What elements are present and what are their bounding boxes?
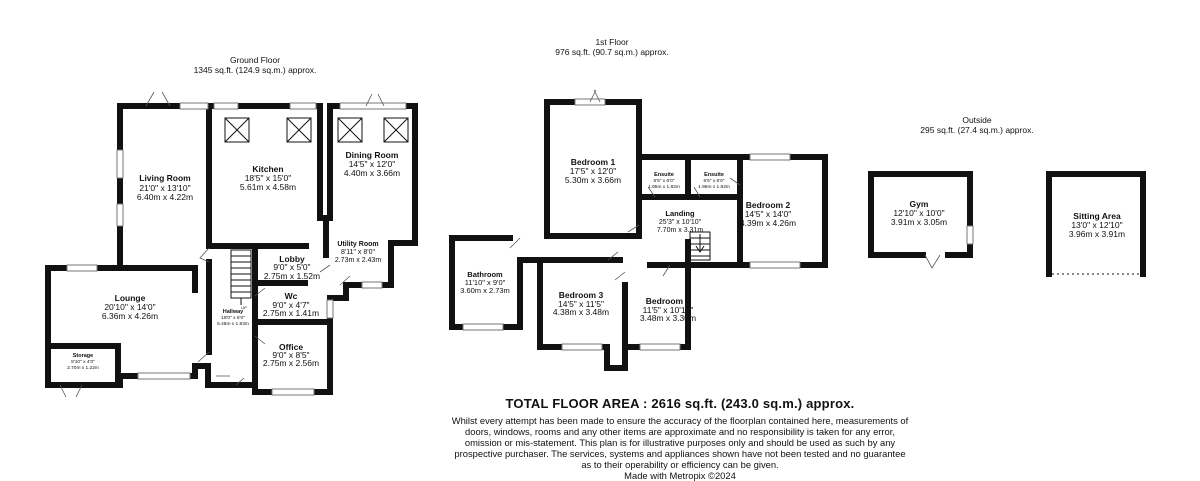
living-room-side-window-1 <box>117 150 123 178</box>
bedroom1-metric: 5.30m x 3.66m <box>564 175 622 185</box>
bathroom-window <box>463 324 503 330</box>
landing-imperial: 25'3" x 10'10" <box>658 219 702 226</box>
bedroom3-bay-window <box>562 344 602 350</box>
gym-metric: 3.91m x 3.05m <box>890 217 948 227</box>
ground-floor-plan <box>48 92 415 397</box>
gym-imperial: 12'10" x 10'0" <box>893 208 945 218</box>
outside-plan <box>871 174 1143 274</box>
bedroom3-metric: 4.38m x 3.48m <box>552 307 610 317</box>
landing-metric: 7.70m x 3.31m <box>656 227 704 234</box>
bedroom2-window-2 <box>750 262 800 268</box>
kitchen-name: Kitchen <box>252 164 284 174</box>
lounge-bay-window <box>138 373 190 379</box>
gym-window <box>967 226 973 244</box>
gym-name: Gym <box>909 199 929 209</box>
credit-text: Made with Metropix ©2024 <box>624 470 736 481</box>
bedroom3-imperial: 14'5" x 11'5" <box>558 299 604 309</box>
office-imperial: 9'0" x 8'5" <box>272 350 310 360</box>
bathroom-name: Bathroom <box>467 270 503 279</box>
living-lounge-wall <box>120 268 195 290</box>
bedroom1-name: Bedroom 1 <box>570 157 616 167</box>
living-room-name: Living Room <box>139 173 191 183</box>
utility-window <box>362 282 382 288</box>
outside-area: 295 sq.ft. (27.4 sq.m.) approx. <box>920 125 1034 135</box>
lobby-name: Lobby <box>279 254 305 264</box>
gym-door <box>925 255 940 268</box>
landing-name: Landing <box>665 209 695 218</box>
living-room-imperial: 21'0" x 13'10" <box>139 183 191 193</box>
total-floor-area: TOTAL FLOOR AREA : 2616 sq.ft. (243.0 sq.m.) approx. <box>505 396 855 411</box>
sitting-area-name: Sitting Area <box>1073 211 1121 221</box>
ground-floor-title: Ground Floor <box>229 55 281 65</box>
hallway-stairs <box>231 250 251 310</box>
landing-stairs <box>690 232 710 260</box>
sitting-area-metric: 3.96m x 3.91m <box>1068 229 1126 239</box>
living-room-metric: 6.40m x 4.22m <box>136 192 194 202</box>
footer <box>330 396 1030 481</box>
office-name: Office <box>278 342 304 352</box>
office-window <box>272 389 314 395</box>
bedroom3-name: Bedroom 3 <box>558 290 604 300</box>
lounge-name: Lounge <box>114 293 146 303</box>
bedroom2-imperial: 14'5" x 14'0" <box>744 209 792 219</box>
disclaimer-text: Whilst every attempt has been made to ensure the accuracy of the floorplan contained here, measurements of doors, windows, rooms and any other items are approximate and no responsibility is taken for any error, omission or mis-statement. This plan is for illustrative purposes only and should be used as such by any prospective purchaser. The services, systems and appliances shown have not been tested and no guarantee as to their operability or efficiency can be given. <box>451 415 909 470</box>
ensuite2-name: Ensuite <box>704 172 724 178</box>
outside-title: Outside <box>962 115 992 125</box>
bathroom-metric: 3.60m x 2.73m <box>460 286 510 295</box>
hallway-metric: 5.48m x 1.83m <box>217 322 249 327</box>
utility-room-imperial: 8'11" x 8'0" <box>341 249 375 256</box>
ensuite1-metric: 1.95m x 1.82m <box>648 185 680 190</box>
bathroom-imperial: 11'10" x 9'0" <box>464 278 506 287</box>
storage-metric: 2.70m x 1.22m <box>67 366 99 371</box>
kitchen-window-2 <box>290 103 316 109</box>
lounge-imperial: 20'10" x 14'0" <box>104 302 156 312</box>
wc-metric: 2.75m x 1.41m <box>262 308 320 318</box>
dining-rooflights <box>338 118 408 142</box>
kitchen-window-1 <box>214 103 238 109</box>
lounge-metric: 6.36m x 4.26m <box>101 311 159 321</box>
dining-room-name: Dining Room <box>345 150 399 160</box>
utility-room-name: Utility Room <box>337 241 379 248</box>
lounge-window-1 <box>67 265 97 271</box>
bedroom2-window-1 <box>750 154 790 160</box>
ensuite2-imperial: 6'5" x 6'0" <box>703 179 725 184</box>
kitchen-imperial: 18'5" x 15'0" <box>244 173 292 183</box>
wc-name: Wc <box>284 291 298 301</box>
dining-room-window <box>340 103 406 109</box>
hallway-imperial: 18'0" x 6'0" <box>221 316 245 321</box>
first-floor-plan <box>452 90 825 368</box>
hallway-name: Hallway <box>222 309 244 315</box>
bedroom4-imperial: 11'5" x 10'10" <box>642 305 694 315</box>
bedroom4-window <box>640 344 680 350</box>
bedroom4-name: Bedroom 4 <box>645 296 691 306</box>
dining-room-imperial: 14'5" x 12'0" <box>348 159 396 169</box>
bedroom1-imperial: 17'5" x 12'0" <box>569 166 617 176</box>
wc-window <box>327 300 333 318</box>
lobby-imperial: 9'0" x 5'0" <box>273 262 311 272</box>
bedroom4-metric: 3.48m x 3.30m <box>639 313 697 323</box>
ensuite2-metric: 1.96m x 1.82m <box>698 185 730 190</box>
kitchen-rooflights <box>225 118 311 142</box>
office-metric: 2.75m x 2.56m <box>262 358 320 368</box>
ensuite1-name: Ensuite <box>654 172 674 178</box>
ground-floor-area: 1345 sq.ft. (124.9 sq.m.) approx. <box>193 65 317 75</box>
first-floor-title: 1st Floor <box>595 37 629 47</box>
bedroom2-metric: 4.39m x 4.26m <box>739 218 797 228</box>
dining-room-metric: 4.40m x 3.66m <box>343 168 401 178</box>
wc-imperial: 9'0" x 4'7" <box>272 300 310 310</box>
lobby-metric: 2.75m x 1.52m <box>263 271 321 281</box>
bedroom2-name: Bedroom 2 <box>745 200 791 210</box>
sitting-area-imperial: 13'0" x 12'10" <box>1071 220 1123 230</box>
storage-imperial: 8'10" x 4'0" <box>71 360 95 365</box>
stairs-up-label: UP <box>241 305 247 310</box>
living-room-side-window-2 <box>117 204 123 226</box>
ensuite1-imperial: 6'5" x 6'0" <box>653 179 675 184</box>
utility-room-metric: 2.73m x 2.43m <box>334 257 382 264</box>
living-room-window <box>180 103 208 109</box>
first-floor-area: 976 sq.ft. (90.7 sq.m.) approx. <box>555 47 669 57</box>
kitchen-metric: 5.61m x 4.58m <box>239 182 297 192</box>
storage-name: Storage <box>72 353 94 359</box>
